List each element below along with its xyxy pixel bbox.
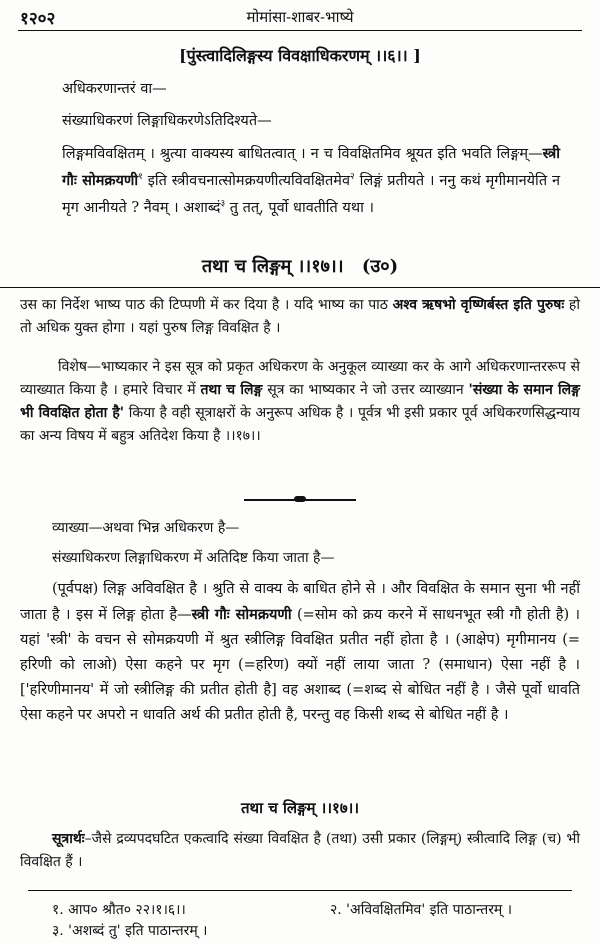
footnote-2: २. 'अविवक्षितमिव' इति पाठान्तरम् । (330, 902, 513, 918)
footnote-rule (28, 890, 572, 891)
footnote-1: १. आप० श्रौत० २२।१।६।। (52, 902, 186, 918)
sanskrit-line-2: संख्याधिकरणं लिङ्गाधिकरणेऽतिदिश्यते— (62, 113, 272, 129)
sutrartha-label: सूत्रार्थः (52, 831, 85, 847)
sutra-main (0, 254, 600, 278)
running-title: मोमांसा-शाबर-भाष्ये (246, 8, 354, 26)
ornamental-divider (244, 496, 356, 504)
page-number: १२०२ (20, 9, 56, 29)
footnote-3: ३. 'अशब्दं तु' इति पाठान्तरम् । (52, 923, 208, 939)
hindi-line-2: संख्याधिकरण लिङ्गाधिकरण में अतिदिष्ट किया जाता है— (52, 550, 335, 566)
sutrartha-paragraph: सूत्रार्थः–जैसे द्रव्यपदघटित एकत्वादि संख्या विवक्षित है (तथा) उसी प्रकार (लिङ्गम्) स्त्रीत्वादि लिङ्ग (च) भी विवक्षित हैं । (20, 831, 580, 870)
section-divider-rule (0, 287, 600, 288)
sutra-repeat: तथा च लिङ्गम् ।।१७।। (240, 799, 360, 817)
hindi-line-1: व्याख्या—अथवा भिन्न अधिकरण है— (52, 520, 240, 536)
sutra-text: तथा च लिङ्गम् ।।१७।। (201, 256, 344, 277)
section-heading: [पुंस्त्वादिलिङ्गस्य विवक्षाधिकरणम् ।।६।। ] (179, 46, 421, 65)
commentary-paragraph-1: उस का निर्देश भाष्य पाठ की टिप्पणी में कर दिया है । यदि भाष्य का पाठ अश्व ऋषभो वृष्णिर्बस्त इति पुरुषः हो तो अधिक युक्त होगा । यहां पुरुष लिङ्ग विवक्षित है । (20, 297, 580, 336)
hindi-paragraph: (पूर्वपक्ष) लिङ्ग अविवक्षित है । श्रुति से वाक्य के बाधित होने से । और विवक्षित के समान सुना भी नहीं जाता है । इस में लिङ्ग होता है—स्त्री गौः सोमक्रयणी (=सोम को क्रय करने में साधनभूत स्त्री गौ होती है) । यहां 'स्त्री' के वचन से सोमक्रयणी में श्रुत स्त्रीलिङ्ग विवक्षित प्रतीत नहीं होता है । (आक्षेप) मृगीमानय (= हरिणी को लाओ) ऐसा कहने पर मृग (=हरिण) क्यों नहीं लाया जाता ? (समाधान) ऐसा नहीं है । ['हरिणीमानय' में जो स्त्रीलिङ्ग की प्रतीत होती है] वह अशाब्द (=शब्द से बोधित नहीं है । जैसे पूर्वो धावति ऐसा कहने पर अपरो न धावति अर्थ की प्रतीत होती है, परन्तु वह किसी शब्द से बोधित नहीं है । (20, 581, 581, 723)
sanskrit-paragraph: लिङ्गमविवक्षितम् । श्रुत्या वाक्यस्य बाधितत्वात् । न च विवक्षितमिव श्रूयत इति भवति लिङ्गम्—स्त्री गौः सोमक्रयणी$^१$ इति स्त्रीवचनात्सोमक्रयणीत्यविवक्षितमेव$^२$ लिङ्गं प्रतीयते । ननु कथं मृगीमानयेति न मृग आनीयते ? नैवम् । अशाब्दं$^३$ तु तत्, पूर्वो धावतीति यथा । (62, 145, 560, 216)
sanskrit-line-1: अधिकरणान्तरं वा— (62, 81, 167, 97)
commentary-paragraph-2: विशेष—भाष्यकार ने इस सूत्र को प्रकृत अधिकरण के अनुकूल व्याख्या कर के आगे अधिकरणान्तररूप से व्याख्यात किया है । हमारे विचार में तथा च लिङ्ग सूत्र का भाष्यकार ने जो उत्तर व्याख्यान 'संख्या के समान लिङ्ग भी विवक्षित होता है' किया है वही सूत्राक्षरों के अनुरूप अधिक है । पूर्वत्र भी इसी प्रकार पूर्व अधिकरणसिद्धन्याय का अन्य विषय में बहुत्र अतिदेश किया है ।।१७।। (20, 359, 580, 444)
sutra-tag: (उ०) (361, 256, 399, 277)
page-header (0, 4, 600, 32)
header-rule (18, 30, 582, 31)
